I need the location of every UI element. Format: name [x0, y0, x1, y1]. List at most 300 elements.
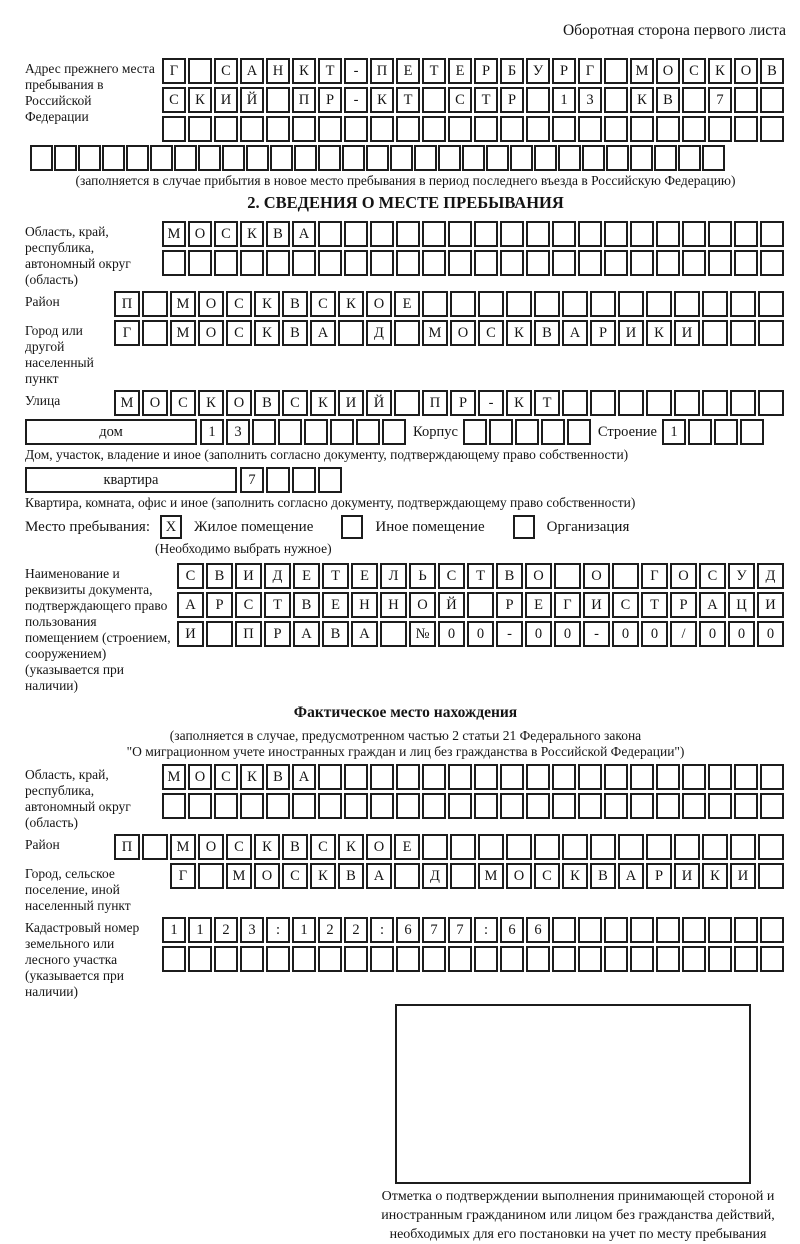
form-cell[interactable]: С	[699, 563, 726, 589]
form-cell[interactable]: Р	[670, 592, 697, 618]
form-cell[interactable]: М	[170, 834, 196, 860]
form-cell[interactable]	[590, 834, 616, 860]
form-cell[interactable]	[758, 320, 784, 346]
form-cell[interactable]	[734, 250, 758, 276]
form-cell[interactable]: С	[448, 87, 472, 113]
form-cell[interactable]: С	[310, 291, 336, 317]
form-cell[interactable]	[534, 834, 560, 860]
form-cell[interactable]: :	[266, 917, 290, 943]
form-cell[interactable]: Р	[500, 87, 524, 113]
form-cell[interactable]: 0	[757, 621, 784, 647]
form-cell[interactable]	[682, 917, 706, 943]
form-cell[interactable]	[266, 946, 290, 972]
form-cell[interactable]: Л	[380, 563, 407, 589]
form-cell[interactable]	[188, 793, 212, 819]
form-cell[interactable]	[30, 145, 53, 171]
form-cell[interactable]: Г	[578, 58, 602, 84]
form-cell[interactable]: А	[366, 863, 392, 889]
form-cell[interactable]	[174, 145, 197, 171]
form-cell[interactable]: И	[618, 320, 644, 346]
form-cell[interactable]: П	[370, 58, 394, 84]
form-cell[interactable]	[526, 764, 550, 790]
form-cell[interactable]: К	[338, 834, 364, 860]
form-cell[interactable]: К	[702, 863, 728, 889]
form-cell[interactable]	[552, 917, 576, 943]
form-cell[interactable]	[142, 834, 168, 860]
form-cell[interactable]: С	[682, 58, 706, 84]
form-cell[interactable]: В	[282, 320, 308, 346]
form-cell[interactable]: К	[254, 320, 280, 346]
form-cell[interactable]: В	[338, 863, 364, 889]
form-cell[interactable]	[246, 145, 269, 171]
form-cell[interactable]	[552, 116, 576, 142]
form-cell[interactable]	[708, 793, 732, 819]
form-cell[interactable]: П	[114, 834, 140, 860]
form-cell[interactable]: О	[142, 390, 168, 416]
form-cell[interactable]	[578, 793, 602, 819]
form-cell[interactable]: С	[310, 834, 336, 860]
form-cell[interactable]	[330, 419, 354, 445]
form-cell[interactable]	[682, 946, 706, 972]
form-cell[interactable]	[656, 793, 680, 819]
form-cell[interactable]: К	[240, 221, 264, 247]
form-cell[interactable]: Т	[534, 390, 560, 416]
form-cell[interactable]	[734, 946, 758, 972]
form-cell[interactable]: :	[370, 917, 394, 943]
form-cell[interactable]	[760, 87, 784, 113]
form-cell[interactable]	[730, 320, 756, 346]
form-cell[interactable]	[578, 917, 602, 943]
form-cell[interactable]: Н	[351, 592, 378, 618]
form-cell[interactable]: 0	[641, 621, 668, 647]
form-cell[interactable]: О	[656, 58, 680, 84]
form-cell[interactable]	[292, 116, 316, 142]
apartment-box[interactable]	[25, 467, 237, 493]
form-cell[interactable]	[370, 764, 394, 790]
form-cell[interactable]	[758, 390, 784, 416]
form-cell[interactable]	[734, 87, 758, 113]
form-cell[interactable]	[604, 116, 628, 142]
form-cell[interactable]	[318, 250, 342, 276]
form-cell[interactable]: И	[674, 863, 700, 889]
form-cell[interactable]: М	[226, 863, 252, 889]
form-cell[interactable]	[294, 145, 317, 171]
form-cell[interactable]	[760, 793, 784, 819]
form-cell[interactable]: И	[214, 87, 238, 113]
form-cell[interactable]: Т	[264, 592, 291, 618]
form-cell[interactable]	[438, 145, 461, 171]
form-cell[interactable]: 1	[200, 419, 224, 445]
form-cell[interactable]	[708, 221, 732, 247]
form-cell[interactable]	[702, 390, 728, 416]
form-cell[interactable]	[370, 946, 394, 972]
form-cell[interactable]	[730, 834, 756, 860]
form-cell[interactable]	[344, 250, 368, 276]
form-cell[interactable]: К	[506, 390, 532, 416]
form-cell[interactable]	[526, 946, 550, 972]
form-cell[interactable]: 3	[240, 917, 264, 943]
form-cell[interactable]	[344, 221, 368, 247]
form-cell[interactable]: Й	[240, 87, 264, 113]
form-cell[interactable]: О	[583, 563, 610, 589]
form-cell[interactable]	[198, 145, 221, 171]
form-cell[interactable]	[526, 793, 550, 819]
form-cell[interactable]	[534, 145, 557, 171]
form-cell[interactable]: 7	[422, 917, 446, 943]
form-cell[interactable]	[515, 419, 539, 445]
form-cell[interactable]: О	[506, 863, 532, 889]
form-cell[interactable]: 6	[526, 917, 550, 943]
form-cell[interactable]	[252, 419, 276, 445]
form-cell[interactable]: 0	[554, 621, 581, 647]
form-cell[interactable]	[604, 793, 628, 819]
form-cell[interactable]	[270, 145, 293, 171]
form-cell[interactable]: М	[630, 58, 654, 84]
form-cell[interactable]: К	[188, 87, 212, 113]
form-cell[interactable]	[526, 221, 550, 247]
form-cell[interactable]	[396, 250, 420, 276]
form-cell[interactable]: Е	[322, 592, 349, 618]
form-cell[interactable]	[304, 419, 328, 445]
form-cell[interactable]: К	[506, 320, 532, 346]
form-cell[interactable]	[396, 946, 420, 972]
form-cell[interactable]: О	[198, 291, 224, 317]
form-cell[interactable]: 7	[240, 467, 264, 493]
form-cell[interactable]: П	[114, 291, 140, 317]
checkbox-residential[interactable]: X	[160, 515, 182, 539]
form-cell[interactable]	[396, 116, 420, 142]
form-cell[interactable]: С	[438, 563, 465, 589]
form-cell[interactable]	[390, 145, 413, 171]
form-cell[interactable]	[656, 221, 680, 247]
form-cell[interactable]	[394, 390, 420, 416]
form-cell[interactable]: /	[670, 621, 697, 647]
form-cell[interactable]: Е	[394, 291, 420, 317]
checkbox-organization[interactable]	[513, 515, 535, 539]
form-cell[interactable]	[526, 116, 550, 142]
form-cell[interactable]	[78, 145, 101, 171]
form-cell[interactable]	[708, 764, 732, 790]
form-cell[interactable]: С	[162, 87, 186, 113]
form-cell[interactable]	[604, 946, 628, 972]
form-cell[interactable]	[394, 320, 420, 346]
form-cell[interactable]	[448, 221, 472, 247]
form-cell[interactable]: Й	[438, 592, 465, 618]
form-cell[interactable]: В	[254, 390, 280, 416]
form-cell[interactable]	[682, 87, 706, 113]
form-cell[interactable]	[422, 116, 446, 142]
form-cell[interactable]	[474, 250, 498, 276]
form-cell[interactable]	[318, 221, 342, 247]
form-cell[interactable]	[318, 116, 342, 142]
form-cell[interactable]: А	[292, 221, 316, 247]
form-cell[interactable]: С	[534, 863, 560, 889]
form-cell[interactable]	[630, 221, 654, 247]
form-cell[interactable]: А	[562, 320, 588, 346]
form-cell[interactable]	[318, 467, 342, 493]
form-cell[interactable]: В	[266, 221, 290, 247]
form-cell[interactable]: С	[235, 592, 262, 618]
form-cell[interactable]	[604, 58, 628, 84]
form-cell[interactable]	[758, 834, 784, 860]
form-cell[interactable]	[656, 116, 680, 142]
form-cell[interactable]	[682, 116, 706, 142]
form-cell[interactable]	[567, 419, 591, 445]
form-cell[interactable]	[463, 419, 487, 445]
form-cell[interactable]: 2	[214, 917, 238, 943]
checkbox-other-premises[interactable]	[341, 515, 363, 539]
form-cell[interactable]: Т	[322, 563, 349, 589]
form-cell[interactable]	[338, 320, 364, 346]
form-cell[interactable]: И	[583, 592, 610, 618]
form-cell[interactable]: О	[198, 320, 224, 346]
form-cell[interactable]: 0	[467, 621, 494, 647]
form-cell[interactable]	[646, 834, 672, 860]
form-cell[interactable]: А	[177, 592, 204, 618]
form-cell[interactable]: Е	[351, 563, 378, 589]
form-cell[interactable]: К	[370, 87, 394, 113]
form-cell[interactable]	[760, 250, 784, 276]
form-cell[interactable]	[760, 917, 784, 943]
form-cell[interactable]	[450, 291, 476, 317]
form-cell[interactable]: Г	[641, 563, 668, 589]
form-cell[interactable]: П	[235, 621, 262, 647]
form-cell[interactable]: П	[292, 87, 316, 113]
form-cell[interactable]: Т	[318, 58, 342, 84]
form-cell[interactable]: И	[338, 390, 364, 416]
form-cell[interactable]	[646, 291, 672, 317]
form-cell[interactable]	[214, 946, 238, 972]
form-cell[interactable]	[604, 917, 628, 943]
form-cell[interactable]: -	[344, 87, 368, 113]
form-cell[interactable]: С	[226, 320, 252, 346]
form-cell[interactable]: Р	[264, 621, 291, 647]
form-cell[interactable]: И	[730, 863, 756, 889]
form-cell[interactable]	[730, 390, 756, 416]
form-cell[interactable]	[422, 793, 446, 819]
form-cell[interactable]: М	[478, 863, 504, 889]
form-cell[interactable]: В	[590, 863, 616, 889]
form-cell[interactable]: Ь	[409, 563, 436, 589]
form-cell[interactable]: Г	[554, 592, 581, 618]
form-cell[interactable]	[266, 793, 290, 819]
form-cell[interactable]	[266, 87, 290, 113]
form-cell[interactable]: Д	[264, 563, 291, 589]
form-cell[interactable]	[630, 250, 654, 276]
form-cell[interactable]: В	[266, 764, 290, 790]
form-cell[interactable]: О	[226, 390, 252, 416]
form-cell[interactable]	[656, 764, 680, 790]
form-cell[interactable]	[54, 145, 77, 171]
form-cell[interactable]	[448, 946, 472, 972]
form-cell[interactable]: К	[240, 764, 264, 790]
form-cell[interactable]	[582, 145, 605, 171]
form-cell[interactable]: Т	[422, 58, 446, 84]
form-cell[interactable]: М	[114, 390, 140, 416]
form-cell[interactable]	[366, 145, 389, 171]
form-cell[interactable]	[214, 250, 238, 276]
form-cell[interactable]	[188, 58, 212, 84]
form-cell[interactable]	[240, 250, 264, 276]
form-cell[interactable]	[688, 419, 712, 445]
form-cell[interactable]: Д	[422, 863, 448, 889]
form-cell[interactable]	[474, 764, 498, 790]
form-cell[interactable]: К	[630, 87, 654, 113]
form-cell[interactable]: Т	[396, 87, 420, 113]
form-cell[interactable]	[266, 250, 290, 276]
form-cell[interactable]	[102, 145, 125, 171]
form-cell[interactable]: У	[526, 58, 550, 84]
form-cell[interactable]: :	[474, 917, 498, 943]
form-cell[interactable]	[558, 145, 581, 171]
form-cell[interactable]	[630, 116, 654, 142]
form-cell[interactable]	[554, 563, 581, 589]
form-cell[interactable]	[604, 87, 628, 113]
form-cell[interactable]: М	[162, 764, 186, 790]
form-cell[interactable]: А	[292, 764, 316, 790]
form-cell[interactable]	[552, 221, 576, 247]
form-cell[interactable]: Т	[474, 87, 498, 113]
form-cell[interactable]	[578, 116, 602, 142]
form-cell[interactable]	[734, 221, 758, 247]
form-cell[interactable]: И	[757, 592, 784, 618]
form-cell[interactable]	[734, 917, 758, 943]
form-cell[interactable]: Е	[394, 834, 420, 860]
form-cell[interactable]: Р	[206, 592, 233, 618]
form-cell[interactable]	[674, 834, 700, 860]
form-cell[interactable]: Т	[641, 592, 668, 618]
form-cell[interactable]	[474, 116, 498, 142]
form-cell[interactable]	[222, 145, 245, 171]
form-cell[interactable]	[656, 917, 680, 943]
form-cell[interactable]	[478, 834, 504, 860]
form-cell[interactable]	[506, 291, 532, 317]
form-cell[interactable]	[422, 946, 446, 972]
form-cell[interactable]: О	[188, 221, 212, 247]
form-cell[interactable]	[240, 793, 264, 819]
form-cell[interactable]: Ц	[728, 592, 755, 618]
form-cell[interactable]	[414, 145, 437, 171]
form-cell[interactable]	[462, 145, 485, 171]
form-cell[interactable]: 7	[708, 87, 732, 113]
form-cell[interactable]	[702, 320, 728, 346]
form-cell[interactable]	[630, 917, 654, 943]
form-cell[interactable]: 1	[552, 87, 576, 113]
form-cell[interactable]	[292, 946, 316, 972]
form-cell[interactable]: К	[254, 291, 280, 317]
form-cell[interactable]: П	[422, 390, 448, 416]
form-cell[interactable]	[422, 221, 446, 247]
form-cell[interactable]	[162, 793, 186, 819]
form-cell[interactable]: О	[525, 563, 552, 589]
form-cell[interactable]	[760, 946, 784, 972]
form-cell[interactable]	[467, 592, 494, 618]
form-cell[interactable]	[526, 250, 550, 276]
form-cell[interactable]	[500, 221, 524, 247]
form-cell[interactable]	[422, 291, 448, 317]
form-cell[interactable]: М	[422, 320, 448, 346]
form-cell[interactable]: В	[282, 291, 308, 317]
form-cell[interactable]: Р	[590, 320, 616, 346]
form-cell[interactable]: Е	[448, 58, 472, 84]
form-cell[interactable]	[758, 863, 784, 889]
form-cell[interactable]	[674, 291, 700, 317]
form-cell[interactable]: Р	[318, 87, 342, 113]
form-cell[interactable]	[541, 419, 565, 445]
form-cell[interactable]: О	[188, 764, 212, 790]
form-cell[interactable]: Е	[293, 563, 320, 589]
form-cell[interactable]	[448, 116, 472, 142]
form-cell[interactable]: А	[351, 621, 378, 647]
form-cell[interactable]: 6	[500, 917, 524, 943]
form-cell[interactable]	[760, 116, 784, 142]
form-cell[interactable]	[380, 621, 407, 647]
form-cell[interactable]	[126, 145, 149, 171]
form-cell[interactable]: Р	[496, 592, 523, 618]
form-cell[interactable]: О	[670, 563, 697, 589]
form-cell[interactable]	[450, 834, 476, 860]
form-cell[interactable]: В	[656, 87, 680, 113]
form-cell[interactable]	[630, 764, 654, 790]
form-cell[interactable]	[500, 764, 524, 790]
form-cell[interactable]	[562, 390, 588, 416]
form-cell[interactable]	[734, 764, 758, 790]
form-cell[interactable]	[214, 793, 238, 819]
form-cell[interactable]	[396, 764, 420, 790]
form-cell[interactable]	[740, 419, 764, 445]
form-cell[interactable]	[500, 793, 524, 819]
form-cell[interactable]	[396, 793, 420, 819]
form-cell[interactable]	[478, 291, 504, 317]
form-cell[interactable]: Н	[380, 592, 407, 618]
form-cell[interactable]: 0	[728, 621, 755, 647]
form-cell[interactable]	[562, 291, 588, 317]
form-cell[interactable]: Г	[114, 320, 140, 346]
form-cell[interactable]: 3	[226, 419, 250, 445]
form-cell[interactable]	[370, 116, 394, 142]
form-cell[interactable]: К	[310, 390, 336, 416]
form-cell[interactable]: О	[366, 291, 392, 317]
form-cell[interactable]	[162, 116, 186, 142]
form-cell[interactable]: О	[254, 863, 280, 889]
form-cell[interactable]	[142, 320, 168, 346]
form-cell[interactable]	[396, 221, 420, 247]
form-cell[interactable]	[422, 250, 446, 276]
form-cell[interactable]	[714, 419, 738, 445]
form-cell[interactable]: -	[583, 621, 610, 647]
form-cell[interactable]: Р	[552, 58, 576, 84]
form-cell[interactable]	[266, 116, 290, 142]
form-cell[interactable]	[682, 221, 706, 247]
form-cell[interactable]	[142, 291, 168, 317]
form-cell[interactable]	[206, 621, 233, 647]
form-cell[interactable]: А	[293, 621, 320, 647]
form-cell[interactable]	[292, 793, 316, 819]
form-cell[interactable]: К	[254, 834, 280, 860]
form-cell[interactable]	[656, 250, 680, 276]
form-cell[interactable]	[342, 145, 365, 171]
form-cell[interactable]: А	[310, 320, 336, 346]
form-cell[interactable]	[552, 946, 576, 972]
form-cell[interactable]: А	[618, 863, 644, 889]
form-cell[interactable]: С	[282, 390, 308, 416]
form-cell[interactable]	[604, 764, 628, 790]
form-cell[interactable]: А	[699, 592, 726, 618]
form-cell[interactable]: 1	[188, 917, 212, 943]
form-cell[interactable]: К	[198, 390, 224, 416]
form-cell[interactable]: Г	[162, 58, 186, 84]
form-cell[interactable]: Р	[646, 863, 672, 889]
